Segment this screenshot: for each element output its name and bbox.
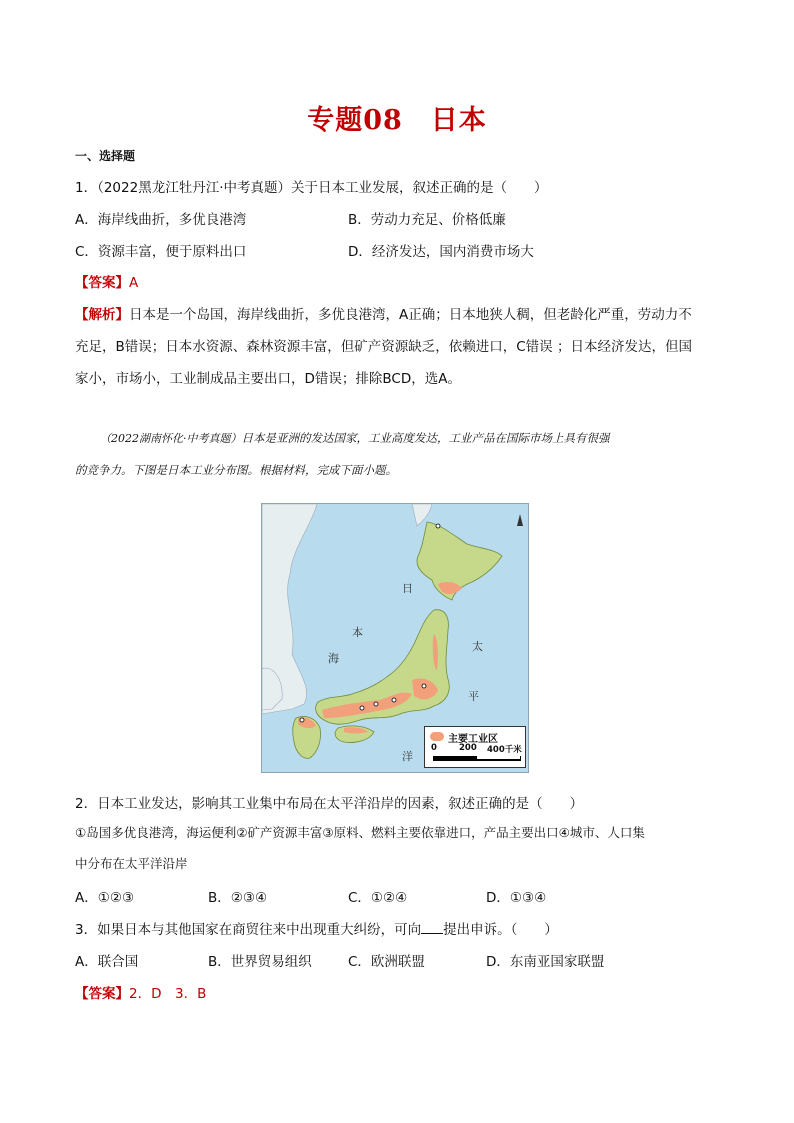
city-marker [422, 684, 426, 688]
scale-label-200: 200 [459, 743, 477, 753]
q1-option-d: D．经济发达，国内消费市场大 [348, 244, 534, 260]
q1-option-b: B．劳动力充足、价格低廉 [348, 212, 506, 228]
q1-option-c: C．资源丰富，便于原料出口 [75, 244, 247, 260]
q2-choices-line-1: ①岛国多优良港湾，海运便利②矿产资源丰富③原料、燃料主要依靠进口，产品主要出口④城市、人口集 [75, 825, 645, 840]
ocean-label-ping: 平 [468, 690, 479, 703]
sea-label-hai: 海 [328, 652, 339, 665]
answer-tag: 【答案】 [75, 275, 129, 291]
answer-blank [421, 921, 443, 934]
q3-option-d: D．东南亚国家联盟 [486, 954, 605, 970]
material-line-2: 的竞争力。下图是日本工业分布图。根据材料，完成下面小题。 [75, 463, 397, 477]
question-3-stem: 3．如果日本与其他国家在商贸往来中出现重大纠纷，可向 提出申诉。（ ） [75, 922, 558, 938]
ocean-label-yang: 洋 [402, 750, 413, 763]
scale-label-0: 0 [431, 743, 437, 753]
north-arrow-icon [517, 514, 523, 526]
material-line-1: （2022湖南怀化·中考真题）日本是亚洲的发达国家，工业高度发达，工业产品在国际市场上具有很强 [100, 431, 610, 445]
scale-label-400: 400千米 [487, 745, 522, 755]
city-marker [392, 698, 396, 702]
q2-option-d: D．①③④ [486, 890, 547, 906]
answer-value: A [129, 275, 139, 291]
sea-label-ben: 本 [352, 626, 363, 639]
q1-option-a: A．海岸线曲折，多优良港湾 [75, 212, 247, 228]
question-2-stem: 2．日本工业发达，影响其工业集中布局在太平洋沿岸的因素，叙述正确的是（ ） [75, 796, 584, 812]
industry-swatch [430, 732, 444, 741]
q1-analysis-line-1: 【解析】日本是一个岛国，海岸线曲折，多优良港湾，A正确；日本地狭人稠，但老龄化严重，劳动力不 [75, 307, 692, 323]
question-1-stem: 1．（2022黑龙江牡丹江·中考真题）关于日本工业发展，叙述正确的是（ ） [75, 180, 548, 196]
q2-option-c: C．①②④ [348, 890, 408, 906]
q2-choices-line-2: 中分布在太平洋沿岸 [75, 856, 188, 871]
q3-option-a: A．联合国 [75, 954, 139, 970]
q3-option-c: C．欧洲联盟 [348, 954, 425, 970]
city-marker [374, 702, 378, 706]
q1-analysis-line-3: 家小，市场小，工业制成品主要出口，D错误；排除BCD，选A。 [75, 371, 461, 387]
q2-q3-answer [75, 982, 206, 1002]
q2-option-b: B．②③④ [208, 890, 268, 906]
q1-answer [75, 271, 138, 291]
answer-tag: 【答案】 [75, 986, 129, 1002]
section-heading: 一、选择题 [75, 149, 136, 163]
legend-label: 主要工业区 [448, 734, 498, 745]
page-title: 专题08 日本 [307, 105, 487, 136]
map-legend [424, 726, 526, 768]
city-marker [436, 524, 440, 528]
scale-bar [433, 756, 521, 761]
ocean-label-tai: 太 [472, 640, 483, 653]
material-source: （2022湖南怀化·中考真题） [100, 432, 242, 445]
sea-label-ri: 日 [402, 582, 413, 595]
analysis-tag: 【解析】 [75, 307, 129, 323]
q3-option-b: B．世界贸易组织 [208, 954, 312, 970]
city-marker [360, 706, 364, 710]
q1-analysis-line-2: 充足，B错误；日本水资源、森林资源丰富，但矿产资源缺乏，依赖进口，C错误 ；日本经济发达，但国 [75, 339, 692, 355]
answer-value: 2．D 3．B [129, 986, 207, 1002]
city-marker [300, 718, 304, 722]
q2-option-a: A．①②③ [75, 890, 135, 906]
